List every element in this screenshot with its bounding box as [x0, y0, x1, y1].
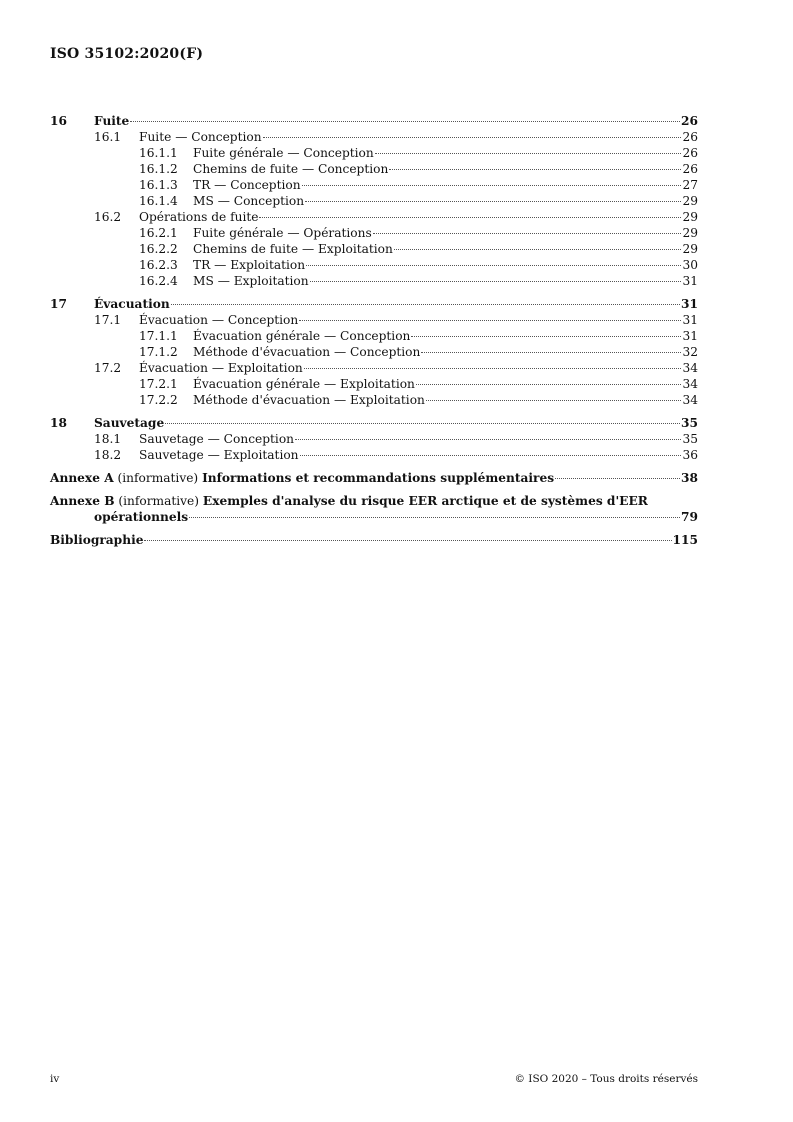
toc-section[interactable] — [50, 360, 698, 376]
toc-entry-title: Méthode d'évacuation — Conception — [193, 345, 421, 359]
toc-section[interactable] — [50, 129, 698, 145]
annex-a-key: Annexe A — [50, 471, 114, 485]
toc-entry-title: Évacuation générale — Conception — [193, 329, 411, 343]
leader-dots — [295, 439, 681, 440]
toc-entry-title: Chemins de fuite — Conception — [193, 162, 389, 176]
toc-subsection[interactable] — [50, 161, 698, 177]
leader-dots — [300, 455, 682, 456]
toc-entry-page: 35 — [682, 432, 698, 446]
toc-subsection[interactable] — [50, 273, 698, 289]
toc-subsection[interactable] — [50, 177, 698, 193]
leader-dots — [555, 478, 680, 479]
toc-entry-page: 31 — [681, 297, 698, 311]
toc-entry-title: Évacuation — [94, 297, 170, 311]
leader-dots — [144, 540, 671, 541]
toc-entry-number: 16.1.3 — [139, 178, 178, 192]
leader-dots — [389, 169, 681, 170]
leader-dots — [411, 336, 681, 337]
toc-entry-page: 31 — [682, 329, 698, 343]
toc-entry-page: 35 — [681, 416, 698, 430]
toc-entry-page: 34 — [682, 377, 698, 391]
toc-entry-page: 34 — [682, 393, 698, 407]
toc-subsection[interactable] — [50, 193, 698, 209]
toc-entry-number: 17.1.2 — [139, 345, 178, 359]
toc-entry-number: 17.1.1 — [139, 329, 178, 343]
toc-annex-b[interactable] — [50, 493, 698, 525]
toc-entry-title: MS — Conception — [193, 194, 305, 208]
toc-chapter[interactable] — [50, 113, 698, 129]
toc-entry-number: 17.2 — [94, 361, 122, 375]
toc-entry-page: 31 — [682, 313, 698, 327]
toc-subsection[interactable] — [50, 344, 698, 360]
toc-entry-page: 36 — [682, 448, 698, 462]
annex-a-title: Informations et recommandations supplémentaires — [202, 471, 555, 485]
toc-subsection[interactable] — [50, 145, 698, 161]
toc-subsection[interactable] — [50, 225, 698, 241]
toc-entry-page: 32 — [682, 345, 698, 359]
leader-dots — [130, 121, 680, 122]
toc-subsection[interactable] — [50, 392, 698, 408]
annex-b-note: (informative) — [118, 494, 200, 508]
toc-entry-number: 17.1 — [94, 313, 122, 327]
toc-entry-title: Fuite générale — Opérations — [193, 226, 372, 240]
toc-entry-page: 29 — [682, 242, 698, 256]
toc-entry-title: Sauvetage — [94, 416, 165, 430]
leader-dots — [310, 281, 682, 282]
leader-dots — [189, 517, 680, 518]
toc-entry-page: 29 — [682, 194, 698, 208]
leader-dots — [375, 153, 682, 154]
toc-entry-title: Évacuation — Exploitation — [139, 361, 303, 375]
toc-entry-page: 31 — [682, 274, 698, 288]
toc-section[interactable] — [50, 312, 698, 328]
leader-dots — [299, 320, 681, 321]
leader-dots — [302, 185, 682, 186]
toc-sections — [50, 113, 698, 463]
copyright-notice: © ISO 2020 – Tous droits réservés — [514, 1073, 698, 1085]
toc-section[interactable] — [50, 431, 698, 447]
toc-entry-number: 16.2.2 — [139, 242, 178, 256]
leader-dots — [263, 137, 682, 138]
toc-entry-number: 16.2 — [94, 210, 122, 224]
table-of-contents — [50, 113, 698, 548]
leader-dots — [259, 217, 681, 218]
toc-entry-number: 16.1 — [94, 130, 122, 144]
toc-entry-number: 16 — [50, 114, 67, 128]
toc-entry-title: TR — Exploitation — [193, 258, 306, 272]
annex-a-page: 38 — [681, 471, 698, 485]
leader-dots — [373, 233, 682, 234]
toc-entry-page: 26 — [682, 162, 698, 176]
toc-entry-number: 18.1 — [94, 432, 122, 446]
leader-dots — [421, 352, 681, 353]
leader-dots — [305, 201, 681, 202]
leader-dots — [426, 400, 682, 401]
toc-entry-title: Fuite générale — Conception — [193, 146, 374, 160]
toc-subsection[interactable] — [50, 328, 698, 344]
toc-entry-number: 16.1.4 — [139, 194, 178, 208]
toc-entry-page: 26 — [682, 146, 698, 160]
annex-b-page: 79 — [681, 510, 698, 524]
leader-dots — [306, 265, 681, 266]
toc-entry-number: 16.2.4 — [139, 274, 178, 288]
toc-entry-title: Opérations de fuite — [139, 210, 259, 224]
toc-subsection[interactable] — [50, 257, 698, 273]
page-footer — [50, 1073, 698, 1085]
bibliography-page: 115 — [672, 533, 698, 547]
leader-dots — [171, 304, 680, 305]
toc-entry-number: 18 — [50, 416, 67, 430]
toc-entry-title: MS — Exploitation — [193, 274, 309, 288]
toc-entry-number: 16.1.1 — [139, 146, 178, 160]
toc-entry-title: Évacuation — Conception — [139, 313, 299, 327]
toc-entry-title: Fuite — [94, 114, 130, 128]
toc-entry-page: 27 — [682, 178, 698, 192]
toc-entry-number: 18.2 — [94, 448, 122, 462]
toc-entry-page: 29 — [682, 226, 698, 240]
toc-entry-title: Sauvetage — Conception — [139, 432, 295, 446]
bibliography-title: Bibliographie — [50, 533, 144, 547]
toc-entry-page: 29 — [682, 210, 698, 224]
toc-entry-number: 17 — [50, 297, 67, 311]
toc-chapter[interactable] — [50, 415, 698, 431]
toc-section[interactable] — [50, 209, 698, 225]
toc-chapter[interactable] — [50, 296, 698, 312]
leader-dots — [165, 423, 680, 424]
toc-subsection[interactable] — [50, 376, 698, 392]
toc-entry-title: Sauvetage — Exploitation — [139, 448, 299, 462]
toc-entry-number: 16.2.1 — [139, 226, 178, 240]
toc-entry-title: Méthode d'évacuation — Exploitation — [193, 393, 425, 407]
toc-entry-title: Fuite — Conception — [139, 130, 262, 144]
toc-entry-page: 30 — [682, 258, 698, 272]
page-number: iv — [50, 1073, 60, 1085]
toc-entry-number: 16.1.2 — [139, 162, 178, 176]
annex-b-title-line2: opérationnels — [94, 510, 189, 524]
annex-b-title-line1: Exemples d'analyse du risque EER arctique et de systèmes d'EER — [202, 494, 648, 508]
toc-entry-title: Chemins de fuite — Exploitation — [193, 242, 393, 256]
toc-entry-number: 17.2.1 — [139, 377, 178, 391]
toc-entry-page: 26 — [682, 130, 698, 144]
toc-entry-number: 17.2.2 — [139, 393, 178, 407]
annex-a-note: (informative) — [117, 471, 199, 485]
toc-section[interactable] — [50, 447, 698, 463]
toc-entry-number: 16.2.3 — [139, 258, 178, 272]
toc-subsection[interactable] — [50, 241, 698, 257]
document-id: ISO 35102:2020(F) — [50, 46, 204, 62]
toc-entry-title: TR — Conception — [193, 178, 301, 192]
toc-annex-a[interactable] — [50, 470, 698, 486]
leader-dots — [416, 384, 682, 385]
toc-entry-page: 34 — [682, 361, 698, 375]
annex-b-key: Annexe B — [50, 494, 115, 508]
toc-bibliography[interactable] — [50, 532, 698, 548]
toc-entry-title: Évacuation générale — Exploitation — [193, 377, 415, 391]
leader-dots — [304, 368, 682, 369]
toc-entry-page: 26 — [681, 114, 698, 128]
leader-dots — [394, 249, 682, 250]
